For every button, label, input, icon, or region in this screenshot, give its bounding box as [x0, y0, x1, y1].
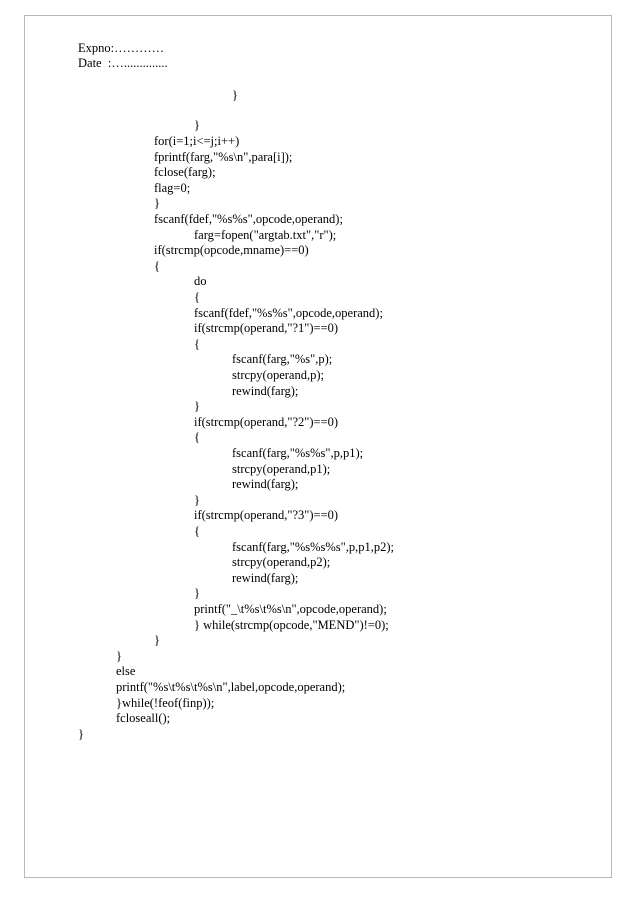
date-label: Date :…..............: [78, 56, 168, 70]
code-line: printf("%s\t%s\t%s\n",label,opcode,operand);: [116, 680, 346, 694]
code-line: fscanf(farg,"%s%s",p,p1);: [232, 446, 364, 460]
code-line: fclose(farg);: [154, 165, 216, 180]
code-line: if(strcmp(operand,"?2")==0): [194, 414, 339, 429]
code-line: for(i=1;i<=j;i++): [154, 134, 240, 148]
code-line: else: [116, 664, 136, 679]
code-line: fscanf(farg,"%s%s%s",p,p1,p2);: [232, 539, 395, 554]
code-line: do: [194, 274, 207, 289]
code-line: }while(!feof(finp));: [116, 695, 215, 710]
code-line: }: [78, 726, 84, 741]
code-line: {: [194, 430, 200, 445]
code-line: rewind(farg);: [232, 477, 299, 492]
code-line: fcloseall();: [116, 711, 171, 726]
code-line: printf("_\t%s\t%s\n",opcode,operand);: [194, 602, 387, 616]
code-line: fscanf(fdef,"%s%s",opcode,operand);: [194, 305, 383, 320]
code-line: farg=fopen("argtab.txt","r");: [194, 227, 337, 242]
document-page: [24, 15, 612, 878]
code-line: }: [154, 196, 160, 211]
code-line: flag=0;: [154, 180, 191, 195]
code-line: {: [154, 258, 160, 273]
code-line: }: [194, 399, 200, 414]
code-listing: [25, 16, 395, 741]
code-line: }: [116, 648, 122, 663]
code-line: fprintf(farg,"%s\n",para[i]);: [154, 149, 293, 164]
code-line: rewind(farg);: [232, 383, 299, 398]
code-line: }: [194, 492, 200, 507]
code-line: strcpy(operand,p2);: [232, 555, 331, 570]
code-line: }: [232, 88, 238, 102]
code-line: {: [194, 336, 200, 351]
code-line: if(strcmp(operand,"?3")==0): [194, 508, 339, 523]
expno-label: Expno:…………: [78, 41, 165, 55]
code-line: {: [194, 290, 200, 304]
code-line: if(strcmp(operand,"?1")==0): [194, 321, 339, 336]
code-line: fscanf(farg,"%s",p);: [232, 352, 333, 367]
code-line: }: [154, 633, 160, 648]
code-line: }: [194, 586, 200, 601]
code-line: fscanf(fdef,"%s%s",opcode,operand);: [154, 212, 343, 226]
code-line: }: [194, 118, 200, 132]
code-line: {: [194, 524, 200, 538]
code-line: strcpy(operand,p1);: [232, 461, 331, 476]
code-line: if(strcmp(opcode,mname)==0): [154, 243, 309, 258]
code-line: } while(strcmp(opcode,"MEND")!=0);: [194, 617, 389, 632]
code-line: rewind(farg);: [232, 570, 299, 585]
code-line: strcpy(operand,p);: [232, 368, 324, 382]
